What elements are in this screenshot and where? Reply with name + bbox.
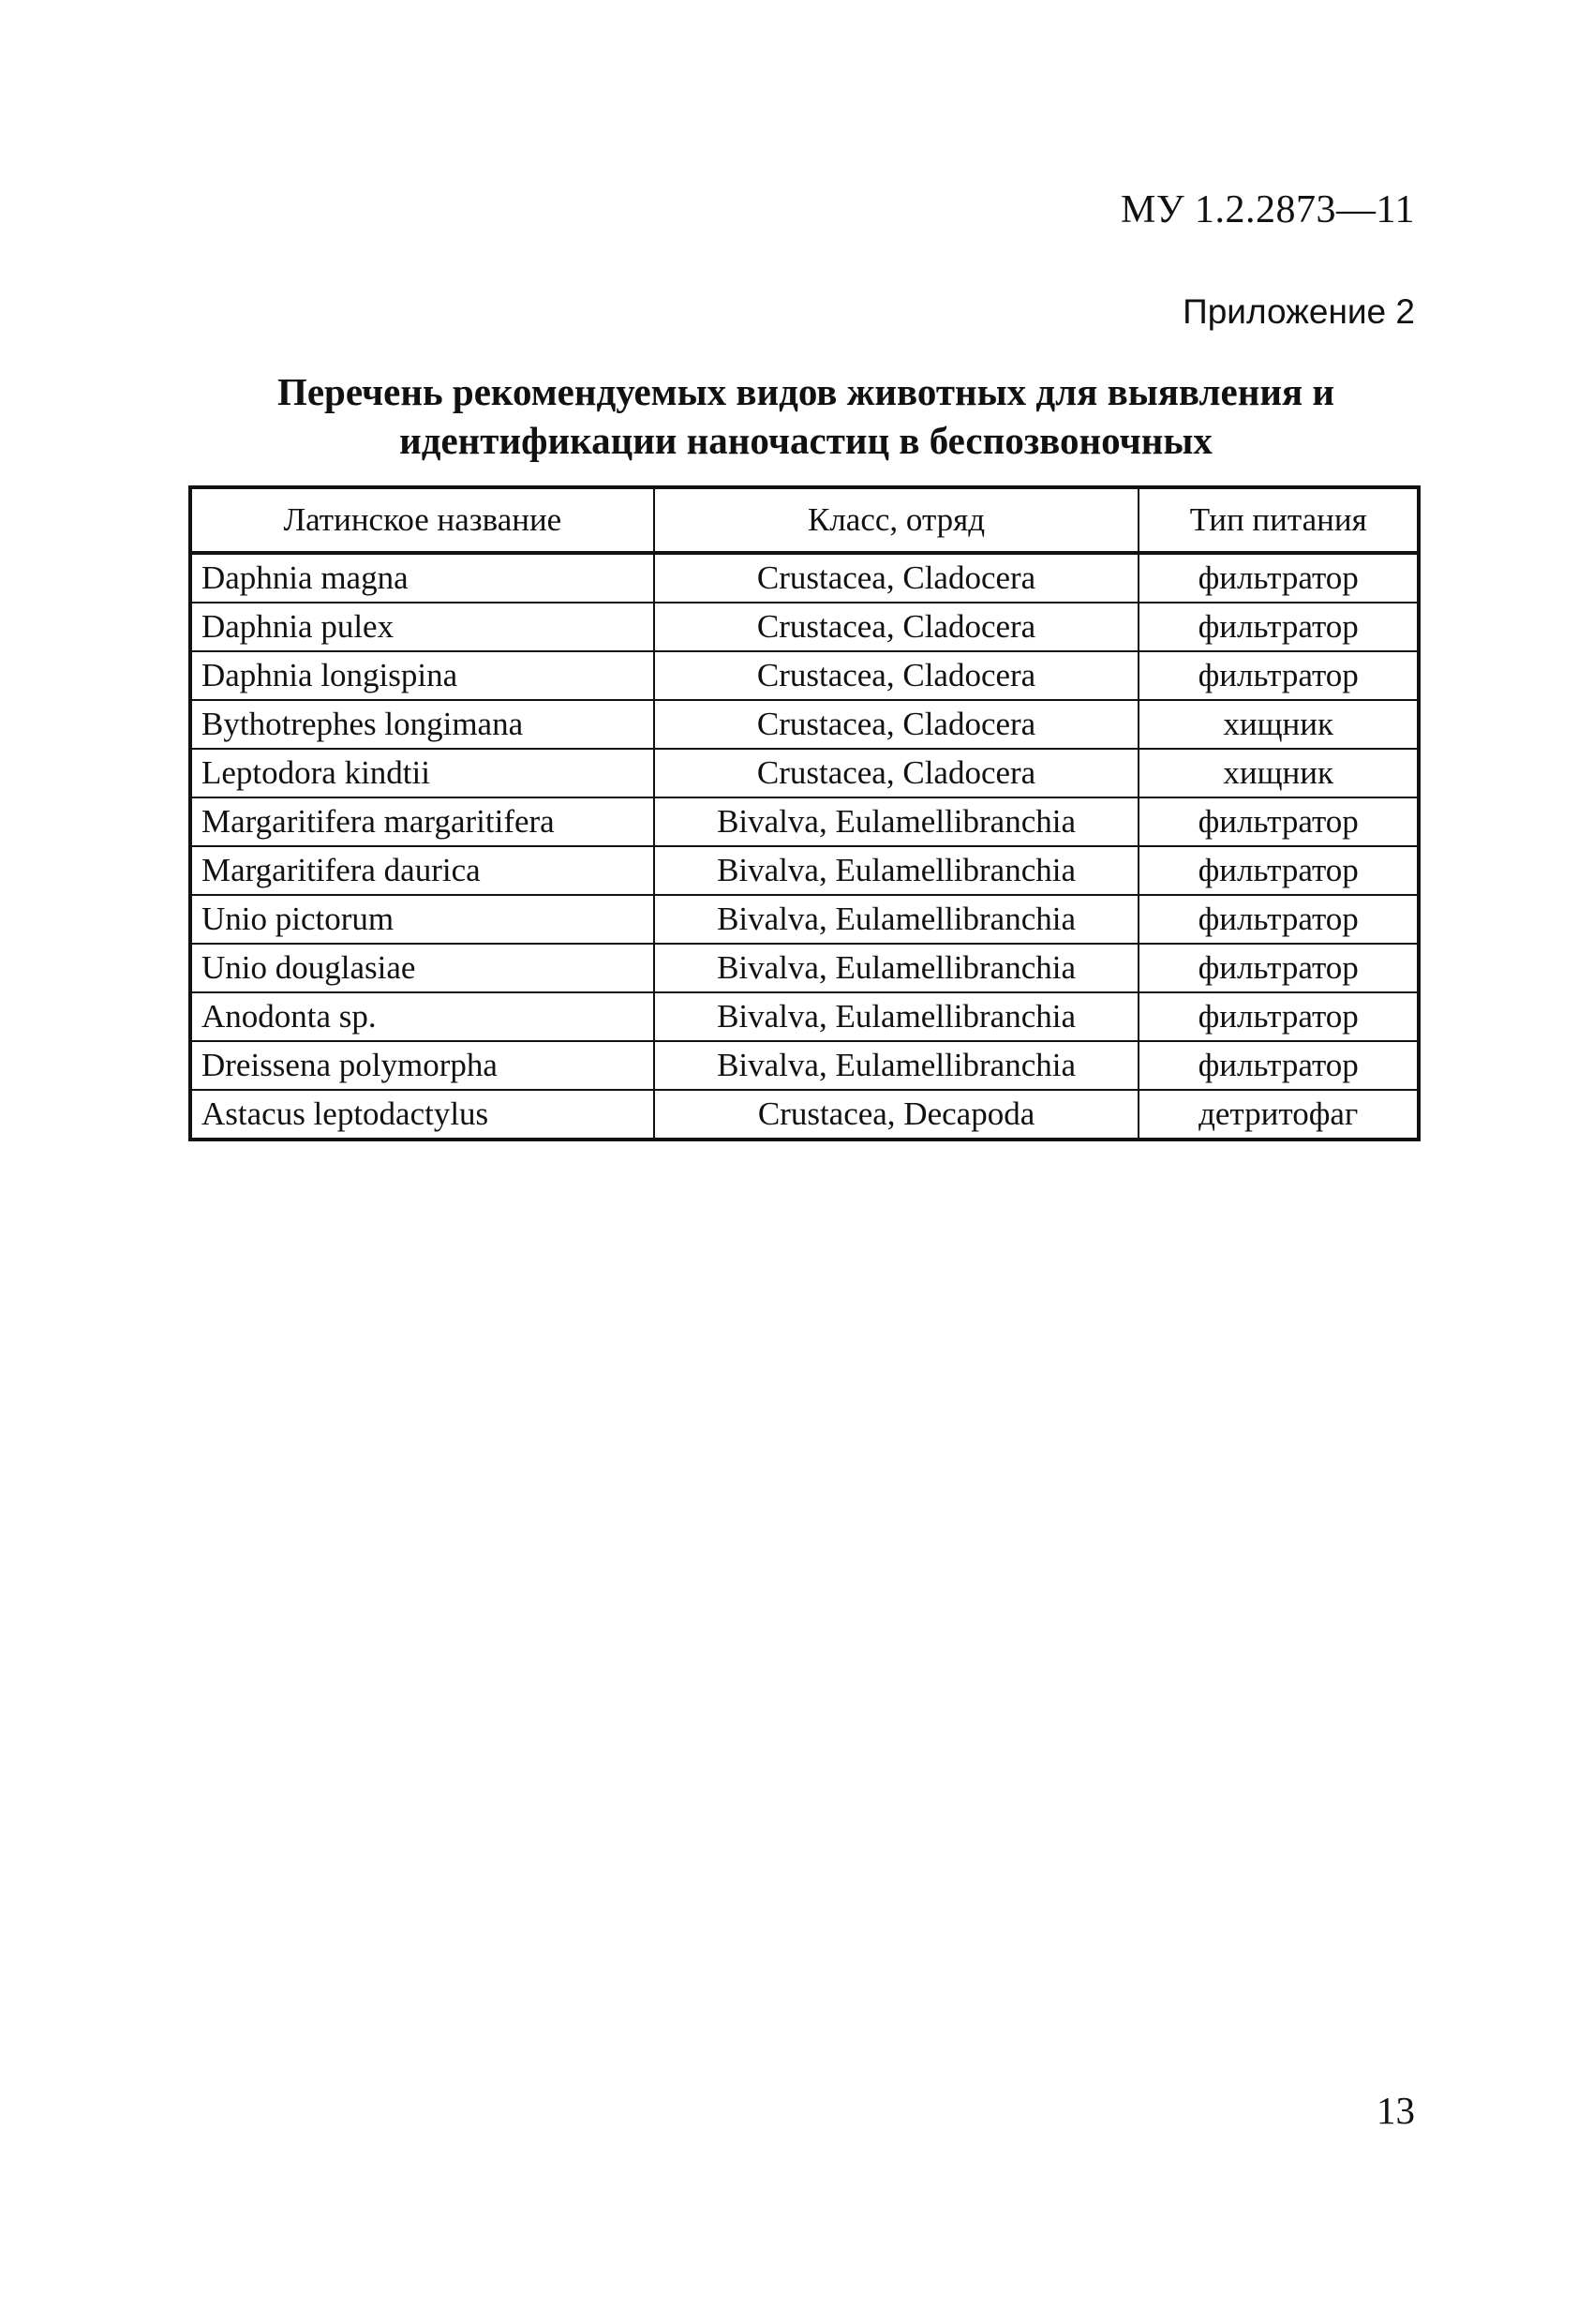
page-title <box>187 367 1424 465</box>
table-row <box>190 992 1419 1041</box>
column-header-class-order: Класс, отряд <box>654 487 1139 553</box>
table-row <box>190 797 1419 846</box>
title-line-1: Перечень рекомендуемых видов животных для выявления и <box>276 370 1335 413</box>
table-row <box>190 700 1419 749</box>
feeding-type-cell: хищник <box>1139 700 1419 749</box>
table-row <box>190 651 1419 700</box>
latin-name-cell: Margaritifera daurica <box>190 846 654 895</box>
table-row <box>190 944 1419 992</box>
class-order-cell: Crustacea, Cladocera <box>654 700 1139 749</box>
latin-name-cell: Dreissena polymorpha <box>190 1041 654 1090</box>
latin-name-cell: Daphnia longispina <box>190 651 654 700</box>
feeding-type-cell: фильтратор <box>1139 553 1419 603</box>
column-header-latin-name: Латинское название <box>190 487 654 553</box>
table-row <box>190 553 1419 603</box>
feeding-type-cell: фильтратор <box>1139 1041 1419 1090</box>
table-row <box>190 749 1419 797</box>
species-table <box>188 485 1421 1141</box>
class-order-cell: Crustacea, Cladocera <box>654 651 1139 700</box>
class-order-cell: Bivalva, Eulamellibranchia <box>654 797 1139 846</box>
feeding-type-cell: фильтратор <box>1139 895 1419 944</box>
class-order-cell: Crustacea, Cladocera <box>654 749 1139 797</box>
class-order-cell: Bivalva, Eulamellibranchia <box>654 1041 1139 1090</box>
table-row <box>190 1090 1419 1140</box>
column-header-feeding-type: Тип питания <box>1139 487 1419 553</box>
table-row <box>190 603 1419 651</box>
table-header-row <box>190 487 1419 553</box>
class-order-cell: Bivalva, Eulamellibranchia <box>654 944 1139 992</box>
page-number: 13 <box>1377 2089 1415 2132</box>
table-row <box>190 846 1419 895</box>
table-row <box>190 895 1419 944</box>
class-order-cell: Bivalva, Eulamellibranchia <box>654 992 1139 1041</box>
latin-name-cell: Leptodora kindtii <box>190 749 654 797</box>
document-code: МУ 1.2.2873—11 <box>1120 188 1415 231</box>
class-order-cell: Crustacea, Cladocera <box>654 553 1139 603</box>
feeding-type-cell: фильтратор <box>1139 992 1419 1041</box>
feeding-type-cell: детритофаг <box>1139 1090 1419 1140</box>
feeding-type-cell: фильтратор <box>1139 944 1419 992</box>
feeding-type-cell: фильтратор <box>1139 797 1419 846</box>
latin-name-cell: Daphnia pulex <box>190 603 654 651</box>
latin-name-cell: Daphnia magna <box>190 553 654 603</box>
title-line-2: идентификации наночастиц в беспозвоночных <box>399 419 1213 462</box>
class-order-cell: Crustacea, Cladocera <box>654 603 1139 651</box>
latin-name-cell: Margaritifera margaritifera <box>190 797 654 846</box>
feeding-type-cell: фильтратор <box>1139 651 1419 700</box>
appendix-label: Приложение 2 <box>1183 292 1415 331</box>
feeding-type-cell: фильтратор <box>1139 603 1419 651</box>
feeding-type-cell: фильтратор <box>1139 846 1419 895</box>
class-order-cell: Crustacea, Decapoda <box>654 1090 1139 1140</box>
latin-name-cell: Astacus leptodactylus <box>190 1090 654 1140</box>
table-row <box>190 1041 1419 1090</box>
latin-name-cell: Bythotrephes longimana <box>190 700 654 749</box>
class-order-cell: Bivalva, Eulamellibranchia <box>654 846 1139 895</box>
feeding-type-cell: хищник <box>1139 749 1419 797</box>
latin-name-cell: Unio pictorum <box>190 895 654 944</box>
latin-name-cell: Unio douglasiae <box>190 944 654 992</box>
class-order-cell: Bivalva, Eulamellibranchia <box>654 895 1139 944</box>
latin-name-cell: Anodonta sp. <box>190 992 654 1041</box>
